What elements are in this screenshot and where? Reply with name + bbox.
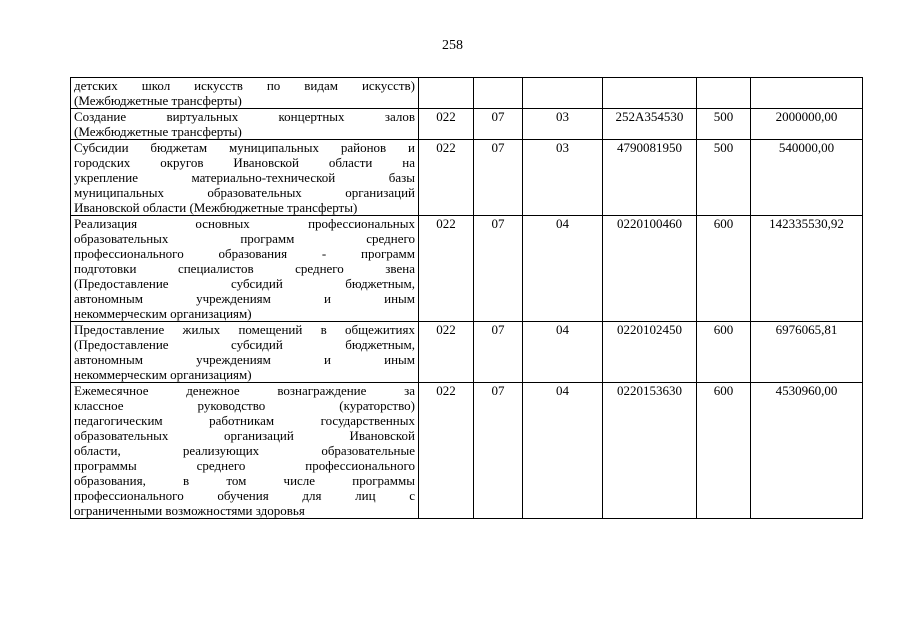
budget-table xyxy=(70,77,863,519)
table-row xyxy=(71,109,863,140)
grbs-code-cell: 022 xyxy=(419,383,474,519)
expense-name-line: профессионального обучения для лиц с xyxy=(74,488,415,503)
amount-cell: 2000000,00 xyxy=(751,109,863,140)
amount-cell: 142335530,92 xyxy=(751,216,863,322)
table-body xyxy=(71,78,863,519)
grbs-code-cell: 022 xyxy=(419,216,474,322)
expense-name-cell xyxy=(71,109,419,140)
amount-cell: 6976065,81 xyxy=(751,322,863,383)
subsection-code-cell: 04 xyxy=(523,322,603,383)
table-row xyxy=(71,216,863,322)
expense-name-line: педагогическим работникам государственных xyxy=(74,413,415,428)
expense-name-line: Предоставление жилых помещений в общежитиях xyxy=(74,322,415,337)
expense-type-cell: 600 xyxy=(697,383,751,519)
expense-name-line: Создание виртуальных концертных залов xyxy=(74,109,415,124)
expense-name-line: (Предоставление субсидий бюджетным, xyxy=(74,276,415,291)
expense-name-cell xyxy=(71,322,419,383)
expense-name-cell xyxy=(71,78,419,109)
expense-name-line: Ивановской области (Межбюджетные трансферты) xyxy=(74,200,358,215)
subsection-code-cell: 04 xyxy=(523,383,603,519)
section-code-cell: 07 xyxy=(474,109,523,140)
table-row xyxy=(71,383,863,519)
target-article-cell: 252A354530 xyxy=(603,109,697,140)
expense-name-line: Субсидии бюджетам муниципальных районов и xyxy=(74,140,415,155)
subsection-code-cell: 03 xyxy=(523,109,603,140)
expense-name-cell xyxy=(71,216,419,322)
expense-name-line: укрепление материально-технической базы xyxy=(74,170,415,185)
amount-cell: 540000,00 xyxy=(751,140,863,216)
target-article-cell xyxy=(603,78,697,109)
expense-name-line: городских округов Ивановской области на xyxy=(74,155,415,170)
section-code-cell xyxy=(474,78,523,109)
expense-name-line: (Межбюджетные трансферты) xyxy=(74,124,242,139)
expense-name-line: детских школ искусств по видам искусств) xyxy=(74,78,415,93)
table-row xyxy=(71,322,863,383)
expense-name-line: профессионального образования - программ xyxy=(74,246,415,261)
section-code-cell: 07 xyxy=(474,140,523,216)
expense-name-line: образовательных программ среднего xyxy=(74,231,415,246)
grbs-code-cell: 022 xyxy=(419,109,474,140)
subsection-code-cell xyxy=(523,78,603,109)
expense-type-cell: 500 xyxy=(697,140,751,216)
expense-type-cell: 500 xyxy=(697,109,751,140)
subsection-code-cell: 04 xyxy=(523,216,603,322)
grbs-code-cell: 022 xyxy=(419,322,474,383)
expense-name-line: образования, в том числе программы xyxy=(74,473,415,488)
expense-name-line: автономным учреждениям и иным xyxy=(74,352,415,367)
expense-type-cell xyxy=(697,78,751,109)
amount-cell: 4530960,00 xyxy=(751,383,863,519)
expense-name-line: подготовки специалистов среднего звена xyxy=(74,261,415,276)
section-code-cell: 07 xyxy=(474,216,523,322)
grbs-code-cell xyxy=(419,78,474,109)
target-article-cell: 0220153630 xyxy=(603,383,697,519)
expense-name-line: (Межбюджетные трансферты) xyxy=(74,93,242,108)
table-row xyxy=(71,140,863,216)
amount-cell xyxy=(751,78,863,109)
expense-name-line: некоммерческим организациям) xyxy=(74,306,252,321)
expense-name-line: области, реализующих образовательные xyxy=(74,443,415,458)
section-code-cell: 07 xyxy=(474,322,523,383)
expense-type-cell: 600 xyxy=(697,322,751,383)
expense-name-line: некоммерческим организациям) xyxy=(74,367,252,382)
target-article-cell: 0220100460 xyxy=(603,216,697,322)
grbs-code-cell: 022 xyxy=(419,140,474,216)
target-article-cell: 0220102450 xyxy=(603,322,697,383)
page-number: 258 xyxy=(442,38,463,53)
expense-name-line: автономным учреждениям и иным xyxy=(74,291,415,306)
expense-name-line: Реализация основных профессиональных xyxy=(74,216,415,231)
expense-name-line: Ежемесячное денежное вознаграждение за xyxy=(74,383,415,398)
expense-name-line: ограниченными возможностями здоровья xyxy=(74,503,305,518)
expense-name-cell xyxy=(71,383,419,519)
expense-name-line: классное руководство (кураторство) xyxy=(74,398,415,413)
target-article-cell: 4790081950 xyxy=(603,140,697,216)
expense-name-line: образовательных организаций Ивановской xyxy=(74,428,415,443)
expense-name-line: программы среднего профессионального xyxy=(74,458,415,473)
table-row xyxy=(71,78,863,109)
expense-type-cell: 600 xyxy=(697,216,751,322)
expense-name-cell xyxy=(71,140,419,216)
expense-name-line: муниципальных образовательных организаций xyxy=(74,185,415,200)
subsection-code-cell: 03 xyxy=(523,140,603,216)
expense-name-line: (Предоставление субсидий бюджетным, xyxy=(74,337,415,352)
section-code-cell: 07 xyxy=(474,383,523,519)
